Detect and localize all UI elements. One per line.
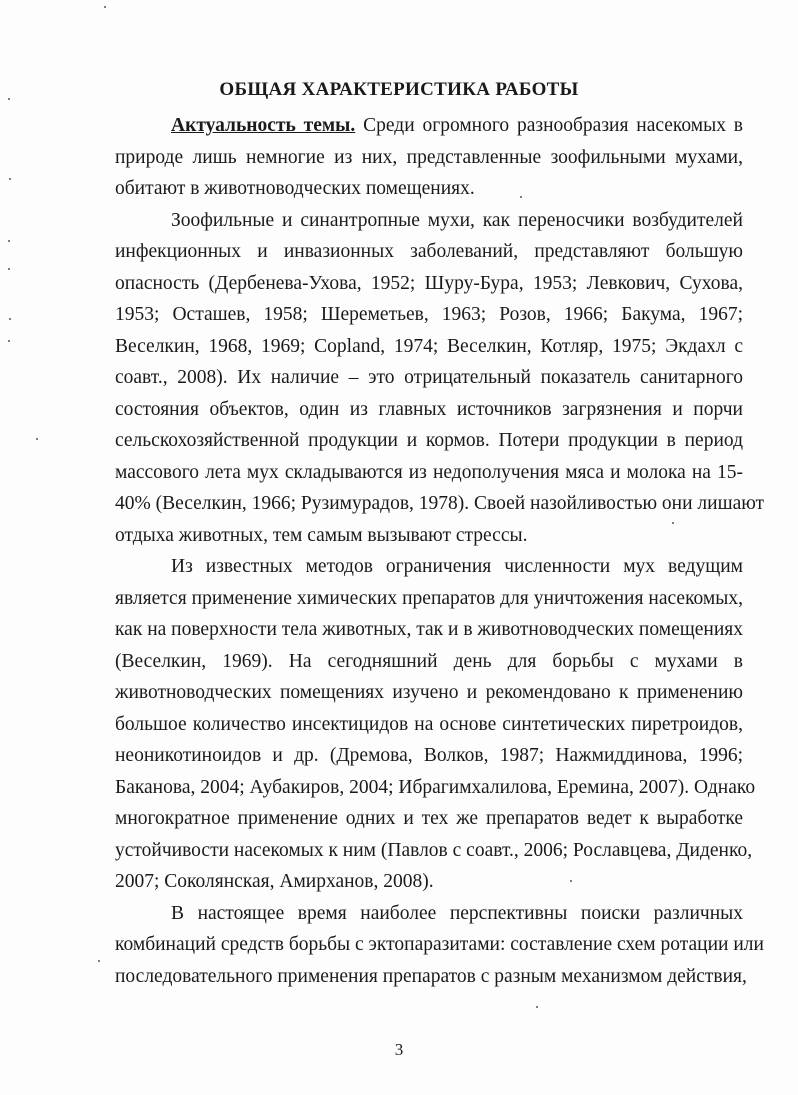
- text-line: является применение химических препаратов для уничтожения насекомых,: [115, 587, 743, 609]
- text-line: последовательного применения препаратов с разным механизмом действия,: [115, 965, 747, 987]
- text-line: инфекционных и инвазионных заболеваний, представляют большую: [115, 241, 743, 262]
- text-line: Актуальность темы. Среди огромного разнообразия насекомых в: [171, 115, 744, 136]
- text-line: соавт., 2008). Их наличие – это отрицательный показатель санитарного: [115, 367, 743, 388]
- scan-speck: [104, 6, 106, 8]
- scan-speck: [36, 438, 38, 440]
- paragraph-combinations: [115, 898, 764, 993]
- text-line: как на поверхности тела животных, так и в животноводческих помещениях: [115, 619, 743, 640]
- text-line: массового лета мух складываются из недополучения мяса и молока на 15-: [115, 461, 743, 483]
- text-line: устойчивости насекомых к ним (Павлов с соавт., 2006; Рославцева, Диденко,: [115, 839, 753, 861]
- paragraph-relevance: [115, 110, 743, 205]
- text-line: Из известных методов ограничения численности мух ведущим: [171, 556, 743, 577]
- scan-speck: [8, 340, 10, 342]
- scan-speck: [8, 98, 10, 100]
- scan-speck: [98, 960, 100, 962]
- text-line: опасность (Дербенева-Ухова, 1952; Шуру-Бура, 1953; Левкович, Сухова,: [115, 272, 743, 294]
- text-line: отдыха животных, тем самым вызывают стрессы.: [115, 524, 528, 546]
- paragraph-control-methods: [115, 551, 756, 898]
- text-line: Веселкин, 1968, 1969; Copland, 1974; Веселкин, Котляр, 1975; Экдахл с: [115, 335, 743, 357]
- text-line: природе лишь немногие из них, представленные зоофильными мухами,: [115, 146, 743, 168]
- text-line: 2007; Соколянская, Амирханов, 2008).: [115, 871, 434, 892]
- body-text: [115, 110, 765, 992]
- section-heading: ОБЩАЯ ХАРАКТЕРИСТИКА РАБОТЫ: [219, 79, 579, 100]
- text-line: 40% (Веселкин, 1966; Рузимурадов, 1978). Своей назойливостью они лишают: [115, 493, 765, 514]
- scan-speck: [570, 880, 572, 882]
- paragraph-flies-danger: [115, 205, 765, 552]
- page-number: 3: [394, 1040, 404, 1059]
- text-line: 1953; Осташев, 1958; Шереметьев, 1963; Розов, 1966; Бакума, 1967;: [115, 304, 743, 325]
- scan-speck: [672, 522, 674, 524]
- text-line: сельскохозяйственной продукции и кормов. Потери продукции в период: [115, 430, 743, 451]
- scan-speck: [8, 240, 10, 242]
- text-line: неоникотиноидов и др. (Дремова, Волков, 1987; Нажмиддинова, 1996;: [115, 745, 743, 766]
- text-line: большое количество инсектицидов на основе синтетических пиретроидов,: [115, 713, 743, 735]
- scan-speck: [520, 196, 522, 198]
- text-line: Зоофильные и синантропные мухи, как переносчики возбудителей: [171, 209, 743, 231]
- text-line: (Веселкин, 1969). На сегодняшний день для борьбы с мухами в: [115, 650, 743, 672]
- scan-speck: [536, 1006, 538, 1008]
- paragraph-subtitle: Актуальность темы.: [171, 115, 356, 136]
- text-line: животноводческих помещениях изучено и рекомендовано к применению: [115, 682, 743, 703]
- text-line: обитают в животноводческих помещениях.: [115, 178, 475, 199]
- text-line: состояния объектов, один из главных источников загрязнения и порчи: [115, 398, 743, 420]
- scan-speck: [9, 178, 11, 180]
- scan-speck: [8, 268, 10, 270]
- text-line: Баканова, 2004; Аубакиров, 2004; Ибрагимхалилова, Еремина, 2007). Однако: [115, 776, 756, 798]
- text-line: В настоящее время наиболее перспективны поиски различных: [171, 902, 743, 924]
- scan-speck: [9, 318, 11, 320]
- text-line: многократное применение одних и тех же препаратов ведет к выработке: [115, 808, 743, 829]
- text-line: комбинаций средств борьбы с эктопаразитами: составление схем ротации или: [115, 934, 764, 955]
